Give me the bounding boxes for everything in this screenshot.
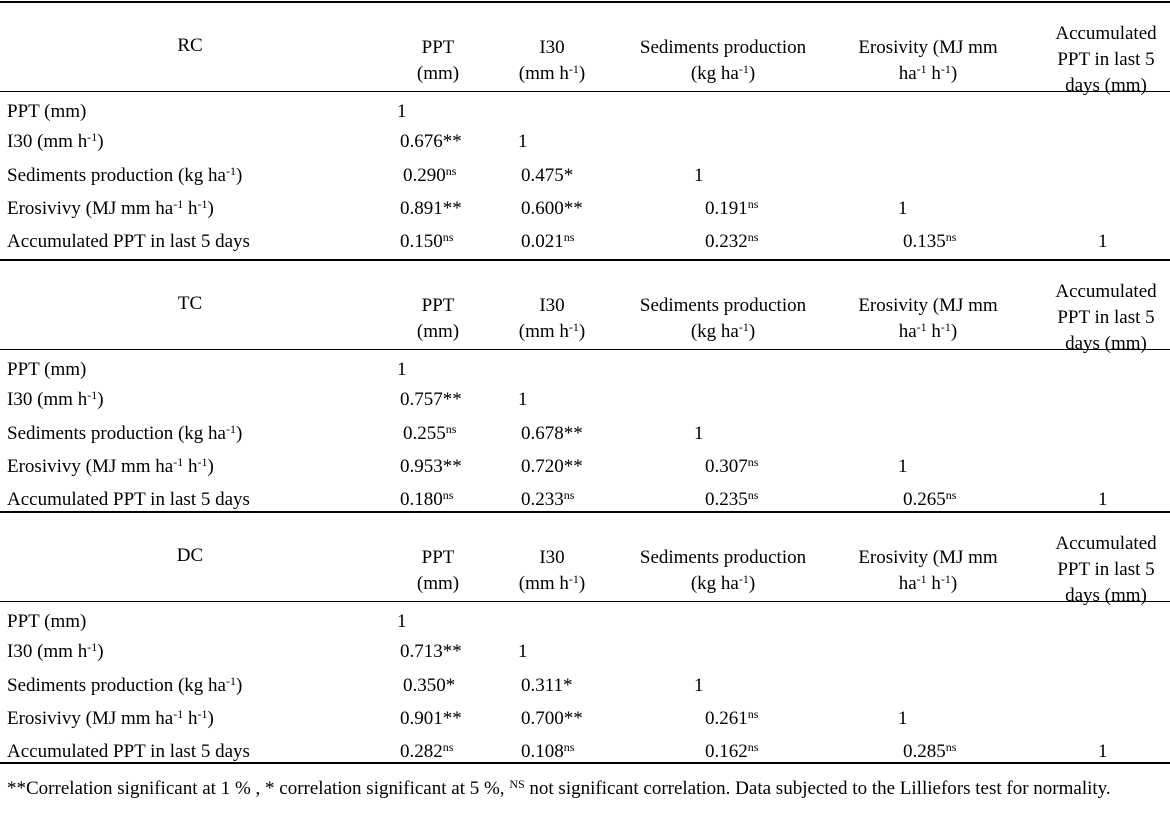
value-text: 0.285 (903, 741, 946, 762)
correlation-value (400, 388, 462, 412)
header-text: (kg ha (690, 573, 739, 594)
label-text: Accumulated PPT in last 5 days (7, 489, 250, 510)
header-text: ha (898, 63, 917, 84)
header-text: Erosivity (MJ mm (858, 37, 998, 58)
correlation-value (400, 197, 462, 221)
correlation-value (521, 455, 583, 479)
header-text: (mm) (416, 573, 460, 594)
header-text: ) (748, 321, 756, 342)
header-text: Sediments production (639, 37, 807, 58)
correlation-value (521, 740, 574, 764)
value-text: 0.233 (521, 489, 564, 510)
header-text: h (926, 63, 941, 84)
column-header (818, 572, 1038, 596)
header-text: ) (578, 63, 586, 84)
header-superscript: -1 (940, 62, 951, 76)
row-label (7, 422, 242, 446)
significance-superscript: ns (442, 230, 454, 244)
correlation-value (397, 100, 407, 124)
header-superscript: -1 (916, 320, 927, 334)
correlation-value (400, 130, 462, 154)
significance-superscript: ns (563, 740, 575, 754)
value-text: 0.150 (400, 231, 443, 252)
value-text: 1 (898, 198, 908, 219)
header-text: Sediments production (639, 295, 807, 316)
label-text: Sediments production (kg ha (7, 423, 226, 444)
header-rule (0, 91, 1170, 92)
header-rule (0, 349, 1170, 350)
label-superscript: -1 (87, 640, 98, 654)
value-text: 0.162 (705, 741, 748, 762)
value-text: 0.901** (400, 708, 462, 729)
header-text: PPT in last 5 (1057, 559, 1155, 580)
label-text: Erosivivy (MJ mm ha (7, 198, 174, 219)
value-text: 0.265 (903, 489, 946, 510)
row-label (7, 130, 104, 154)
value-text: 0.180 (400, 489, 443, 510)
header-superscript: -1 (940, 320, 951, 334)
significance-superscript: ns (563, 230, 575, 244)
value-text: 0.282 (400, 741, 443, 762)
column-header (818, 62, 1038, 86)
significance-superscript: ns (945, 740, 957, 754)
row-label (7, 740, 250, 764)
value-text: 0.307 (705, 456, 748, 477)
header-text: (mm) (416, 63, 460, 84)
correlation-value (518, 388, 528, 412)
significance-superscript: ns (442, 488, 454, 502)
value-text: 0.700** (521, 708, 583, 729)
column-header (497, 572, 607, 596)
correlation-value (694, 674, 704, 698)
correlation-value (521, 488, 574, 512)
header-text: Erosivity (MJ mm (858, 547, 998, 568)
correlation-value (705, 740, 758, 764)
header-text: Accumulated (1055, 281, 1157, 302)
header-text: (kg ha (690, 63, 739, 84)
value-text: 1 (1098, 231, 1108, 252)
header-text: ha (898, 321, 917, 342)
significance-superscript: ns (747, 740, 759, 754)
column-header (497, 36, 607, 60)
header-text: PPT in last 5 (1057, 49, 1155, 70)
label-text: ) (207, 708, 214, 729)
header-superscript: -1 (738, 320, 749, 334)
label-superscript: -1 (226, 422, 236, 436)
column-header (497, 546, 607, 570)
value-text: 0.953** (400, 456, 462, 477)
correlation-value (521, 707, 583, 731)
correlation-value (400, 640, 462, 664)
correlation-value (403, 674, 455, 698)
header-rule (0, 601, 1170, 602)
value-text: 1 (694, 423, 704, 444)
label-text: I30 (mm h (7, 641, 88, 662)
correlation-value (518, 130, 528, 154)
value-text: 0.311* (521, 675, 573, 696)
header-superscript: -1 (916, 572, 927, 586)
significance-superscript: ns (445, 422, 457, 436)
significance-superscript: ns (747, 707, 759, 721)
significance-superscript: ns (747, 197, 759, 211)
correlation-value (898, 455, 908, 479)
correlation-value (400, 455, 462, 479)
column-header (383, 572, 493, 596)
header-text: (mm h (518, 321, 569, 342)
value-text: 0.255 (403, 423, 446, 444)
header-text: days (mm) (1065, 333, 1147, 354)
label-superscript: -1 (173, 197, 184, 211)
header-text: h (926, 321, 941, 342)
significance-superscript: ns (747, 488, 759, 502)
label-text: PPT (mm) (7, 359, 87, 380)
label-superscript: -1 (226, 164, 236, 178)
label-superscript: -1 (87, 388, 98, 402)
correlation-value (903, 740, 956, 764)
value-text: 0.676** (400, 131, 462, 152)
row-label (7, 197, 214, 221)
label-text: Erosivivy (MJ mm ha (7, 708, 174, 729)
column-header (383, 320, 493, 344)
row-label (7, 455, 214, 479)
value-text: 1 (694, 165, 704, 186)
value-text: 0.290 (403, 165, 446, 186)
correlation-value (397, 358, 407, 382)
header-text: Sediments production (639, 547, 807, 568)
value-text: 0.191 (705, 198, 748, 219)
correlation-value (400, 740, 453, 764)
significance-superscript: ns (442, 740, 454, 754)
column-header (613, 294, 833, 318)
correlation-value (705, 488, 758, 512)
column-header (1041, 584, 1170, 608)
correlation-value (705, 455, 758, 479)
correlation-value (1098, 230, 1108, 254)
correlation-value (705, 230, 758, 254)
column-header (383, 62, 493, 86)
value-text: 1 (694, 675, 704, 696)
correlation-value (1098, 488, 1108, 512)
column-header (497, 320, 607, 344)
label-superscript: -1 (197, 707, 208, 721)
row-label (7, 640, 104, 664)
correlation-value (903, 230, 956, 254)
header-text: h (926, 573, 941, 594)
header-text: PPT (421, 295, 455, 316)
header-superscript: -1 (738, 62, 749, 76)
column-header (1041, 280, 1170, 304)
header-text: ) (578, 321, 586, 342)
column-header (818, 320, 1038, 344)
header-text: Accumulated (1055, 533, 1157, 554)
correlation-value (903, 488, 956, 512)
value-text: 0.720** (521, 456, 583, 477)
value-text: 0.713** (400, 641, 462, 662)
label-superscript: -1 (197, 197, 208, 211)
label-text: ) (97, 389, 104, 410)
label-superscript: -1 (226, 674, 236, 688)
column-header (497, 294, 607, 318)
row-label (7, 488, 250, 512)
correlation-value (400, 230, 453, 254)
correlation-value (518, 640, 528, 664)
value-text: 0.021 (521, 231, 564, 252)
section-separator (0, 259, 1170, 261)
value-text: 0.475* (521, 165, 574, 186)
header-text: ) (578, 573, 586, 594)
value-text: 1 (397, 101, 407, 122)
significance-superscript: ns (747, 455, 759, 469)
label-text: h (183, 708, 198, 729)
correlation-value (521, 230, 574, 254)
bottom-rule (0, 762, 1170, 764)
column-header (613, 546, 833, 570)
header-text: I30 (539, 37, 565, 58)
label-text: Erosivivy (MJ mm ha (7, 456, 174, 477)
label-text: h (183, 198, 198, 219)
column-header (818, 546, 1038, 570)
column-header (613, 62, 833, 86)
significance-superscript: ns (445, 164, 457, 178)
significance-superscript: ns (945, 488, 957, 502)
correlation-value (403, 164, 456, 188)
header-text: days (mm) (1065, 585, 1147, 606)
row-label (7, 388, 104, 412)
value-text: 1 (397, 611, 407, 632)
header-superscript: -1 (568, 320, 579, 334)
value-text: 1 (1098, 489, 1108, 510)
label-text: ) (207, 198, 214, 219)
header-text: Erosivity (MJ mm (858, 295, 998, 316)
label-text: ) (236, 423, 243, 444)
column-header (383, 546, 493, 570)
value-text: 0.108 (521, 741, 564, 762)
column-header (1041, 306, 1170, 330)
value-text: 1 (518, 641, 528, 662)
correlation-value (898, 197, 908, 221)
section-name: TC (177, 293, 203, 314)
significance-superscript: ns (563, 488, 575, 502)
label-text: ) (207, 456, 214, 477)
label-text: PPT (mm) (7, 611, 87, 632)
value-text: 1 (898, 708, 908, 729)
correlation-value (521, 674, 573, 698)
row-label (7, 610, 86, 634)
header-text: days (mm) (1065, 75, 1147, 96)
correlation-value (403, 422, 456, 446)
header-superscript: -1 (568, 572, 579, 586)
header-superscript: -1 (738, 572, 749, 586)
section-separator (0, 511, 1170, 513)
label-text: PPT (mm) (7, 101, 87, 122)
value-text: 0.135 (903, 231, 946, 252)
column-header (1041, 332, 1170, 356)
column-header (383, 36, 493, 60)
value-text: 0.350* (403, 675, 456, 696)
value-text: 0.261 (705, 708, 748, 729)
label-text: ) (97, 641, 104, 662)
column-header (383, 294, 493, 318)
label-superscript: -1 (87, 130, 98, 144)
value-text: 1 (518, 131, 528, 152)
top-rule (0, 1, 1170, 3)
label-text: Sediments production (kg ha (7, 165, 226, 186)
correlation-value (694, 422, 704, 446)
column-header (1041, 48, 1170, 72)
correlation-value (521, 422, 583, 446)
header-text: ) (950, 573, 958, 594)
label-text: ) (236, 675, 243, 696)
section-name: DC (176, 545, 204, 566)
row-label (7, 358, 86, 382)
header-text: (mm h (518, 573, 569, 594)
label-text: Accumulated PPT in last 5 days (7, 231, 250, 252)
label-superscript: -1 (173, 707, 184, 721)
value-text: 1 (518, 389, 528, 410)
value-text: 0.232 (705, 231, 748, 252)
section-name: RC (177, 35, 203, 56)
header-text: PPT (421, 547, 455, 568)
label-superscript: -1 (173, 455, 184, 469)
correlation-value (397, 610, 407, 634)
correlation-value (400, 488, 453, 512)
correlation-value (1098, 740, 1108, 764)
column-header (818, 294, 1038, 318)
column-header (1041, 22, 1170, 46)
header-text: (mm h (518, 63, 569, 84)
correlation-value (694, 164, 704, 188)
header-text: ha (898, 573, 917, 594)
value-text: 1 (1098, 741, 1108, 762)
column-header (613, 572, 833, 596)
row-label (7, 707, 214, 731)
column-header (613, 320, 833, 344)
header-text: ) (950, 321, 958, 342)
label-text: h (183, 456, 198, 477)
column-header (1041, 532, 1170, 556)
header-superscript: -1 (916, 62, 927, 76)
header-text: (kg ha (690, 321, 739, 342)
header-text: (mm) (416, 321, 460, 342)
header-text: PPT in last 5 (1057, 307, 1155, 328)
column-header (497, 62, 607, 86)
label-text: I30 (mm h (7, 389, 88, 410)
correlation-value (521, 164, 573, 188)
header-text: ) (950, 63, 958, 84)
significance-superscript: ns (747, 230, 759, 244)
value-text: 0.678** (521, 423, 583, 444)
row-label (7, 674, 242, 698)
label-text: ) (236, 165, 243, 186)
value-text: 0.235 (705, 489, 748, 510)
label-text: Sediments production (kg ha (7, 675, 226, 696)
header-text: PPT (421, 37, 455, 58)
header-text: I30 (539, 547, 565, 568)
label-text: I30 (mm h (7, 131, 88, 152)
correlation-value (521, 197, 583, 221)
row-label (7, 164, 242, 188)
column-header (1041, 74, 1170, 98)
header-text: ) (748, 573, 756, 594)
row-label (7, 230, 250, 254)
header-text: I30 (539, 295, 565, 316)
correlation-value (705, 197, 758, 221)
value-text: 1 (397, 359, 407, 380)
header-superscript: -1 (568, 62, 579, 76)
column-header (818, 36, 1038, 60)
header-superscript: -1 (940, 572, 951, 586)
correlation-value (705, 707, 758, 731)
label-text: Accumulated PPT in last 5 days (7, 741, 250, 762)
value-text: 1 (898, 456, 908, 477)
correlation-value (898, 707, 908, 731)
value-text: 0.600** (521, 198, 583, 219)
correlation-value (400, 707, 462, 731)
value-text: 0.891** (400, 198, 462, 219)
label-text: ) (97, 131, 104, 152)
column-header (613, 36, 833, 60)
value-text: 0.757** (400, 389, 462, 410)
significance-superscript: ns (945, 230, 957, 244)
table-footnote: **Correlation significant at 1 % , * correlation significant at 5 %, $^{NS}$ not significant correlation. Data subjected to the Lilliefors test for normality. (7, 777, 1111, 799)
header-text: ) (748, 63, 756, 84)
label-superscript: -1 (197, 455, 208, 469)
row-label (7, 100, 86, 124)
header-text: Accumulated (1055, 23, 1157, 44)
column-header (1041, 558, 1170, 582)
